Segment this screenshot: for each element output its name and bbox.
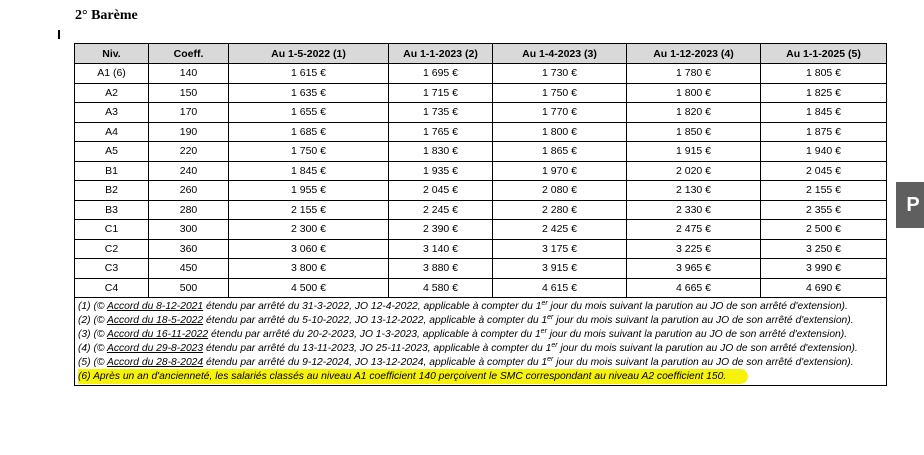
value-cell: 1 830 € <box>389 142 493 162</box>
footnote-text: étendu par arrêté du 31-3-2022, JO 12-4-2022, applicable à compter du 1 <box>203 301 542 312</box>
table-row <box>75 278 887 298</box>
coefficient-cell: 140 <box>149 64 229 84</box>
value-cell: 3 060 € <box>229 239 389 259</box>
footnote-prefix: (1) (© <box>78 301 107 312</box>
value-cell: 1 715 € <box>389 83 493 103</box>
agreement-link[interactable]: Accord du 29-8-2023 <box>106 343 204 354</box>
value-cell: 1 825 € <box>761 83 887 103</box>
table-row <box>75 200 887 220</box>
value-cell: 2 020 € <box>627 161 761 181</box>
value-cell: 2 425 € <box>493 220 627 240</box>
value-cell: 1 850 € <box>627 122 761 142</box>
footnote-text-end: jour du mois suivant la parution au JO de son arrêté d'extension). <box>547 301 848 312</box>
niveau-cell: B2 <box>75 181 149 201</box>
value-cell: 4 580 € <box>389 278 493 298</box>
header-coefficient: Coeff. <box>149 44 229 64</box>
value-cell: 4 500 € <box>229 278 389 298</box>
header-date-5: Au 1-1-2025 (5) <box>761 44 887 64</box>
value-cell: 1 750 € <box>229 142 389 162</box>
side-panel-tab[interactable]: P <box>896 182 924 228</box>
value-cell: 3 800 € <box>229 259 389 279</box>
value-cell: 1 940 € <box>761 142 887 162</box>
value-cell: 1 820 € <box>627 103 761 123</box>
value-cell: 3 225 € <box>627 239 761 259</box>
value-cell: 1 935 € <box>389 161 493 181</box>
value-cell: 3 990 € <box>761 259 887 279</box>
coefficient-cell: 300 <box>149 220 229 240</box>
table-row <box>75 161 887 181</box>
value-cell: 4 665 € <box>627 278 761 298</box>
coefficient-cell: 500 <box>149 278 229 298</box>
ordinal-superscript: er <box>547 314 554 321</box>
table-row <box>75 122 887 142</box>
niveau-cell: A5 <box>75 142 149 162</box>
footnote-text: étendu par arrêté du 13-11-2023, JO 25-11-2023, applicable à compter du 1 <box>203 343 552 354</box>
value-cell: 2 155 € <box>761 181 887 201</box>
value-cell: 3 140 € <box>389 239 493 259</box>
footnote-text: étendu par arrêté du 9-12-2024, JO 13-12-2024, applicable à compter du 1 <box>203 357 548 368</box>
value-cell: 1 765 € <box>389 122 493 142</box>
value-cell: 1 875 € <box>761 122 887 142</box>
coefficient-cell: 360 <box>149 239 229 259</box>
footnote-6 <box>78 371 883 382</box>
value-cell: 2 500 € <box>761 220 887 240</box>
value-cell: 1 805 € <box>761 64 887 84</box>
value-cell: 2 045 € <box>761 161 887 181</box>
coefficient-cell: 190 <box>149 122 229 142</box>
header-date-4: Au 1-12-2023 (4) <box>627 44 761 64</box>
value-cell: 1 845 € <box>761 103 887 123</box>
value-cell: 1 635 € <box>229 83 389 103</box>
footnote-2 <box>78 315 883 326</box>
value-cell: 1 780 € <box>627 64 761 84</box>
footnotes-cell <box>75 298 887 386</box>
table-row <box>75 239 887 259</box>
niveau-cell: A3 <box>75 103 149 123</box>
value-cell: 3 175 € <box>493 239 627 259</box>
footnote-text: étendu par arrêté du 20-2-2023, JO 1-3-2023, applicable à compter du 1 <box>208 329 541 340</box>
header-niveau: Niv. <box>75 44 149 64</box>
table-row <box>75 103 887 123</box>
highlighted-footnote: (6) Après un an d'ancienneté, les salariés classés au niveau A1 coefficient 140 perçoivent le SMC correspondant au niveau A2 coefficient 150. <box>78 369 748 384</box>
coefficient-cell: 170 <box>149 103 229 123</box>
footnote-text-end: jour du mois suivant la parution au JO de son arrêté d'extension). <box>557 343 858 354</box>
value-cell: 3 965 € <box>627 259 761 279</box>
niveau-cell: A4 <box>75 122 149 142</box>
table-header-row <box>75 44 887 64</box>
coefficient-cell: 240 <box>149 161 229 181</box>
value-cell: 1 655 € <box>229 103 389 123</box>
value-cell: 2 080 € <box>493 181 627 201</box>
ordinal-superscript: er <box>541 300 548 307</box>
footnote-4 <box>78 343 883 354</box>
niveau-cell: B3 <box>75 200 149 220</box>
agreement-link[interactable]: Accord du 18-5-2022 <box>106 315 204 326</box>
value-cell: 3 880 € <box>389 259 493 279</box>
value-cell: 1 800 € <box>493 122 627 142</box>
value-cell: 2 300 € <box>229 220 389 240</box>
table-row <box>75 83 887 103</box>
footnote-1 <box>78 301 883 312</box>
value-cell: 1 615 € <box>229 64 389 84</box>
value-cell: 2 155 € <box>229 200 389 220</box>
coefficient-cell: 150 <box>149 83 229 103</box>
footnote-prefix: (4) (© <box>78 343 107 354</box>
niveau-cell: A1 (6) <box>75 64 149 84</box>
value-cell: 1 730 € <box>493 64 627 84</box>
footnotes-list <box>78 301 883 368</box>
table-row <box>75 181 887 201</box>
table-row <box>75 259 887 279</box>
coefficient-cell: 220 <box>149 142 229 162</box>
value-cell: 2 045 € <box>389 181 493 201</box>
table-row <box>75 142 887 162</box>
text-cursor <box>58 30 60 39</box>
footnote-prefix: (5) (© <box>78 357 107 368</box>
value-cell: 2 475 € <box>627 220 761 240</box>
value-cell: 2 245 € <box>389 200 493 220</box>
niveau-cell: B1 <box>75 161 149 181</box>
coefficient-cell: 280 <box>149 200 229 220</box>
table-body <box>75 64 887 386</box>
value-cell: 2 130 € <box>627 181 761 201</box>
value-cell: 1 970 € <box>493 161 627 181</box>
value-cell: 2 330 € <box>627 200 761 220</box>
agreement-link[interactable]: Accord du 8-12-2021 <box>106 301 204 312</box>
value-cell: 4 690 € <box>761 278 887 298</box>
table-row <box>75 64 887 84</box>
value-cell: 1 735 € <box>389 103 493 123</box>
ordinal-superscript: er <box>547 356 554 363</box>
footnote-text-end: jour du mois suivant la parution au JO de son arrêté d'extension). <box>546 329 848 340</box>
niveau-cell: A2 <box>75 83 149 103</box>
value-cell: 1 770 € <box>493 103 627 123</box>
footnote-text-end: jour du mois suivant la parution au JO de son arrêté d'extension). <box>553 315 854 326</box>
footnote-prefix: (2) (© <box>78 315 107 326</box>
value-cell: 4 615 € <box>493 278 627 298</box>
footnote-5 <box>78 357 883 368</box>
footnote-3 <box>78 329 883 340</box>
footnote-prefix: (3) (© <box>78 329 107 340</box>
coefficient-cell: 260 <box>149 181 229 201</box>
footnote-text-end: jour du mois suivant la parution au JO de son arrêté d'extension). <box>553 357 854 368</box>
value-cell: 2 355 € <box>761 200 887 220</box>
coefficient-cell: 450 <box>149 259 229 279</box>
niveau-cell: C2 <box>75 239 149 259</box>
value-cell: 2 390 € <box>389 220 493 240</box>
header-date-1: Au 1-5-2022 (1) <box>229 44 389 64</box>
ordinal-superscript: er <box>540 328 547 335</box>
niveau-cell: C1 <box>75 220 149 240</box>
section-heading: 2° Barème <box>75 8 138 23</box>
niveau-cell: C4 <box>75 278 149 298</box>
value-cell: 1 685 € <box>229 122 389 142</box>
header-date-3: Au 1-4-2023 (3) <box>493 44 627 64</box>
value-cell: 1 695 € <box>389 64 493 84</box>
agreement-link[interactable]: Accord du 16-11-2022 <box>106 329 209 340</box>
value-cell: 1 915 € <box>627 142 761 162</box>
value-cell: 1 865 € <box>493 142 627 162</box>
niveau-cell: C3 <box>75 259 149 279</box>
footnote-text: étendu par arrêté du 5-10-2022, JO 13-12-2022, applicable à compter du 1 <box>203 315 548 326</box>
value-cell: 3 915 € <box>493 259 627 279</box>
ordinal-superscript: er <box>551 342 558 349</box>
agreement-link[interactable]: Accord du 28-8-2024 <box>106 357 204 368</box>
value-cell: 3 250 € <box>761 239 887 259</box>
value-cell: 1 955 € <box>229 181 389 201</box>
value-cell: 1 750 € <box>493 83 627 103</box>
value-cell: 1 800 € <box>627 83 761 103</box>
value-cell: 2 280 € <box>493 200 627 220</box>
header-date-2: Au 1-1-2023 (2) <box>389 44 493 64</box>
value-cell: 1 845 € <box>229 161 389 181</box>
table-row <box>75 220 887 240</box>
salary-scale-table <box>74 43 887 386</box>
